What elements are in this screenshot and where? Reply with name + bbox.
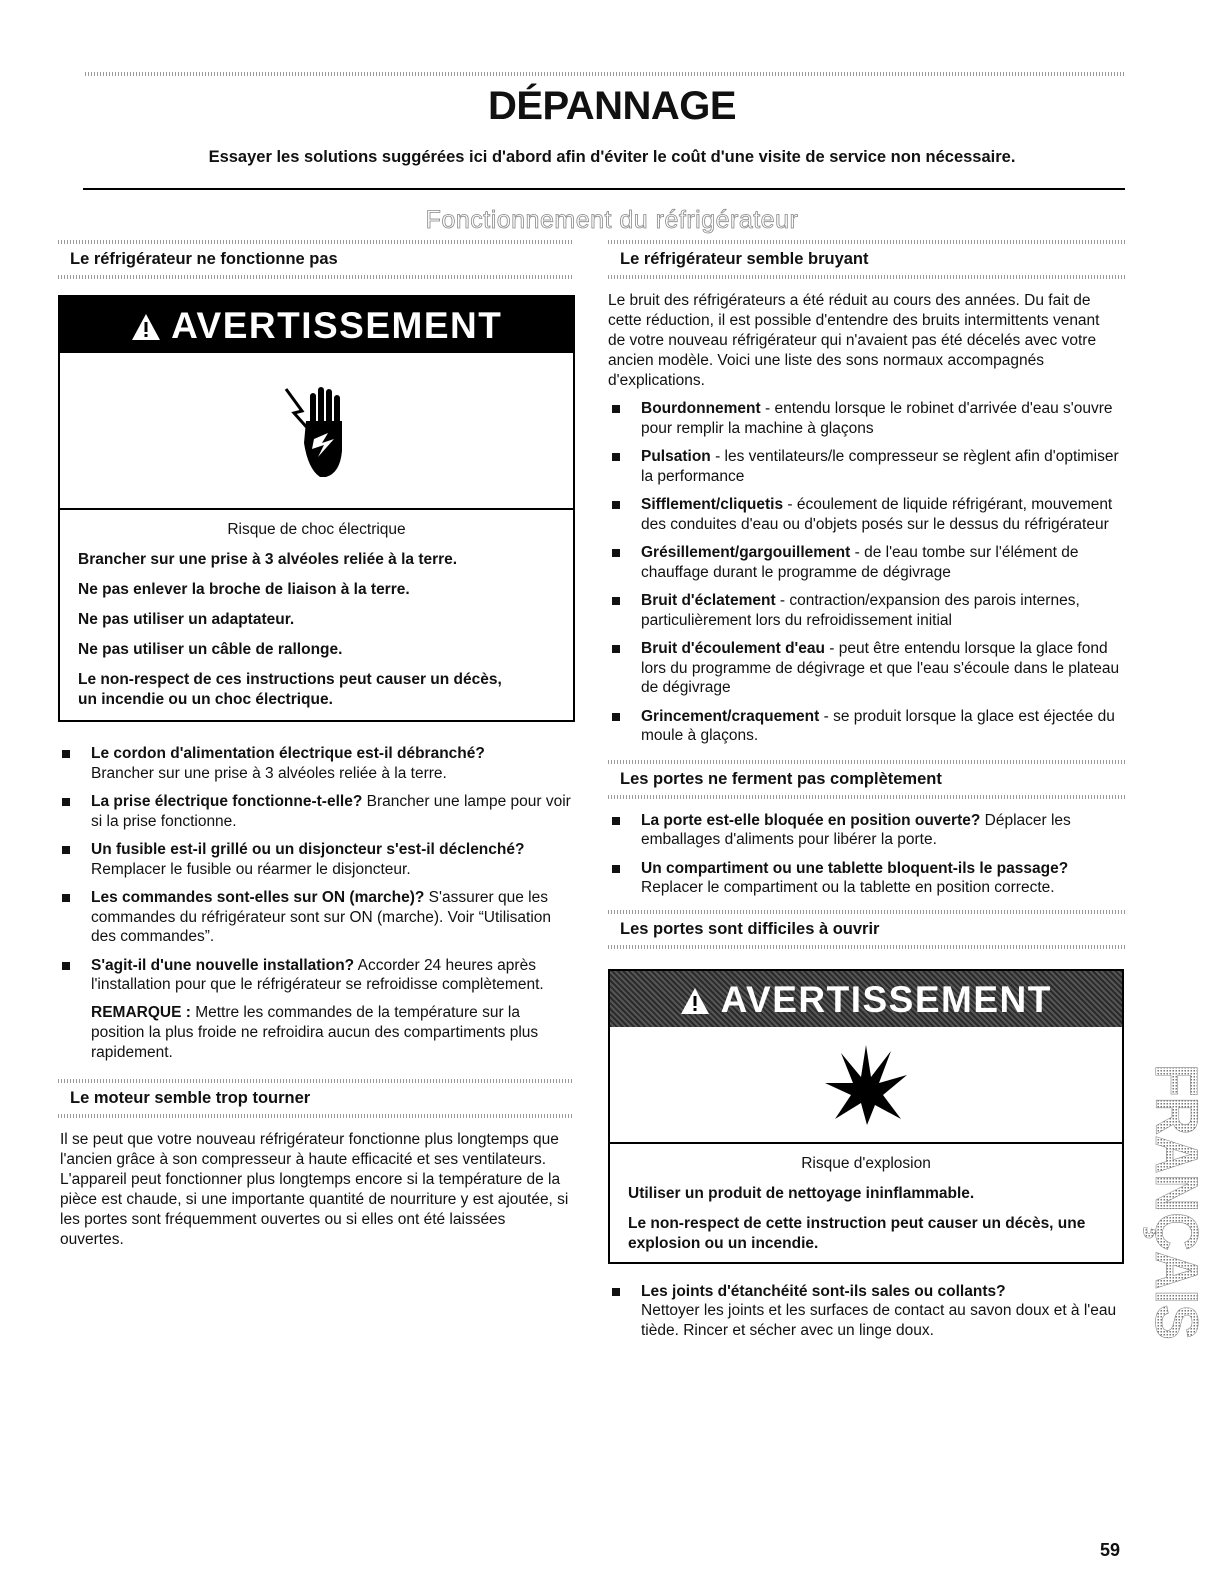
electric-shock-hand-icon	[60, 353, 573, 510]
seals-list	[608, 1282, 1126, 1341]
list-item: Les joints d'étanchéité sont-ils sales ou collants? Nettoyer les joints et les surfaces de contact au savon doux et à l'eau tiède. Rincer et sécher avec un linge doux.	[608, 1282, 1126, 1341]
warning-line: Brancher sur une prise à 3 alvéoles reliée à la terre.	[78, 551, 458, 568]
list-item: Bourdonnement - entendu lorsque le robinet d'arrivée d'eau s'ouvre pour remplir la machine à glaçons	[608, 399, 1126, 438]
list-item: Grincement/craquement - se produit lorsque la glace est éjectée du moule à glaçons.	[608, 707, 1126, 746]
list-item: La porte est-elle bloquée en position ouverte? Déplacer les emballages d'aliments pour libérer la porte.	[608, 811, 1126, 850]
warning-line: Utiliser un produit de nettoyage ininflammable.	[628, 1184, 975, 1202]
explosion-icon	[610, 1027, 1122, 1144]
hazard-title: Risque d'explosion	[801, 1154, 931, 1172]
heading-noisy: Le réfrigérateur semble bruyant	[608, 240, 1126, 279]
list-item: Bruit d'éclatement - contraction/expansion des parois internes, particulièrement lors du refroidissement initial	[608, 591, 1126, 630]
list-item: Le cordon d'alimentation électrique est-il débranché? Brancher sur une prise à 3 alvéoles reliée à la terre.	[58, 744, 573, 783]
warning-line: Ne pas enlever la broche de liaison à la terre.	[78, 581, 410, 598]
noisy-intro: Le bruit des réfrigérateurs a été réduit au cours des années. Du fait de cette réduction, il est possible d'entendre des bruits intermittents venant de votre nouveau réfrigérateur qui n'avaient pas été décelés avec votre ancien modèle. Voici une liste des sons normaux accompagnés d'explications.	[608, 292, 1100, 389]
shock-warning-box	[58, 295, 575, 722]
note: REMARQUE : Mettre les commandes de la température sur la position la plus froide ne refroidira aucun des compartiments plus rapidement.	[91, 1003, 539, 1061]
warning-line: Le non-respect de ces instructions peut causer un décès, un incendie ou un choc électrique.	[78, 671, 502, 708]
heading-doors: Les portes ne ferment pas complètement	[608, 760, 1126, 799]
hazard-title: Risque de choc électrique	[227, 521, 406, 538]
list-item: S'agit-il d'une nouvelle installation? Accorder 24 heures après l'installation pour que le réfrigérateur se refroidisse complètement.	[58, 956, 573, 995]
page-title: DÉPANNAGE	[487, 84, 737, 128]
title-divider	[83, 188, 1125, 190]
warning-band	[610, 971, 1122, 1027]
warning-line: Ne pas utiliser un adaptateur.	[78, 611, 295, 628]
list-item: Sifflement/cliquetis - écoulement de liquide réfrigérant, mouvement des conduites d'eau ou d'objets posés sur le dessus du réfrigérateur	[608, 495, 1126, 534]
motor-text: Il se peut que votre nouveau réfrigérateur fonctionne plus longtemps que l'ancien grâce à son compresseur à haute efficacité et ses ventilateurs. L'appareil peut fonctionner plus longtemps encore si la température de la pièce est chaude, si une importante quantité de nourriture y est ajoutée, si les portes sont fréquemment ouvertes ou si elles ont été laissées ouvertes.	[60, 1130, 569, 1248]
noise-list	[608, 399, 1126, 746]
list-item: Un fusible est-il grillé ou un disjoncteur s'est-il déclenché? Remplacer le fusible ou réarmer le disjoncteur.	[58, 840, 573, 879]
list-item: Les commandes sont-elles sur ON (marche)? S'assurer que les commandes du réfrigérateur sont sur ON (marche). Voir “Utilisation des commandes”.	[58, 888, 573, 947]
doors-list	[608, 811, 1126, 898]
language-side-tab	[1138, 1062, 1210, 1374]
page-number: 59	[1100, 1540, 1121, 1560]
heading-motor: Le moteur semble trop tourner	[58, 1079, 573, 1118]
heading-hard-open: Les portes sont difficiles à ouvrir	[608, 910, 1126, 949]
list-item: Pulsation - les ventilateurs/le compresseur se règlent afin d'optimiser la performance	[608, 447, 1126, 486]
not-working-list	[58, 744, 573, 995]
warning-triangle-icon	[680, 979, 720, 1020]
list-item: Bruit d'écoulement d'eau - peut être entendu lorsque la glace fond lors du programme de dégivrage et que l'eau s'écoule dans le plateau de dégivrage	[608, 639, 1126, 698]
warning-line: Le non-respect de cette instruction peut causer un décès, une explosion ou un incendie.	[628, 1214, 1086, 1252]
warning-label: AVERTISSEMENT	[171, 305, 503, 346]
right-column	[608, 240, 1126, 1349]
section-title: Fonctionnement du réfrigérateur	[425, 206, 799, 234]
list-item: Grésillement/gargouillement - de l'eau tombe sur l'élément de chauffage durant le programme de dégivrage	[608, 543, 1126, 582]
left-column	[58, 240, 573, 1250]
page-subtitle: Essayer les solutions suggérées ici d'abord afin d'éviter le coût d'une visite de service non nécessaire.	[208, 148, 1016, 166]
side-tab-label: FRANÇAIS	[1143, 1064, 1210, 1374]
warning-label: AVERTISSEMENT	[720, 978, 1052, 1020]
warning-triangle-icon	[131, 305, 171, 346]
list-item: La prise électrique fonctionne-t-elle? Brancher une lampe pour voir si la prise fonctionne.	[58, 792, 573, 831]
warning-band	[60, 297, 573, 353]
list-item: Un compartiment ou une tablette bloquent-ils le passage? Replacer le compartiment ou la tablette en position correcte.	[608, 859, 1126, 898]
explosion-warning-box	[608, 969, 1124, 1264]
heading-not-working: Le réfrigérateur ne fonctionne pas	[58, 240, 573, 279]
warning-line: Ne pas utiliser un câble de rallonge.	[78, 641, 343, 658]
top-hatch-rule	[85, 72, 1125, 76]
